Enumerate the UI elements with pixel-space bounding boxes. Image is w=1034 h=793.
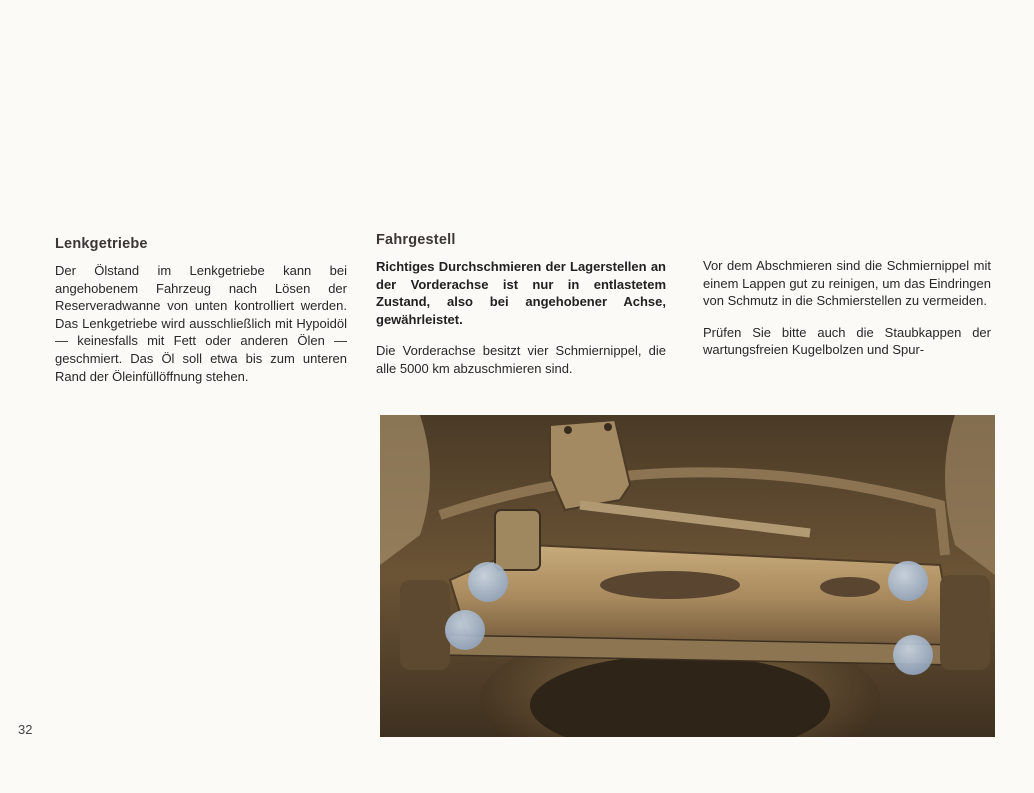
column-lenkgetriebe — [55, 230, 347, 385]
heading-fahrgestell: Fahrgestell — [376, 232, 456, 248]
column-fahrgestell — [376, 230, 666, 378]
front-axle-illustration — [380, 415, 995, 737]
paragraph-abschmieren-2: Prüfen Sie bitte auch die Staubkappen der wartungsfreien Kugelbolzen und Spur- — [703, 324, 991, 358]
grease-nipple-marker — [468, 562, 508, 602]
page-number: 32 — [18, 722, 33, 737]
grease-nipple-marker — [888, 561, 928, 601]
paragraph-abschmieren-1: Vor dem Abschmieren sind die Schmiernippel mit einem Lappen gut zu reinigen, um das Eindringen von Schmutz in die Schmierstellen zu vermeiden. — [703, 258, 991, 309]
paragraph-fahrgestell: Die Vorderachse besitzt vier Schmiernippel, die alle 5000 km abzuschmieren sind. — [376, 343, 666, 376]
column-abschmieren — [703, 230, 991, 359]
grease-nipple-marker — [893, 635, 933, 675]
front-axle-photo — [380, 415, 995, 737]
grease-nipple-marker — [445, 610, 485, 650]
paragraph-lenkgetriebe: Der Ölstand im Lenkgetriebe kann bei angehobenem Fahrzeug nach Lösen der Reserveradwanne von unten kontrolliert werden. Das Lenkgetriebe wird ausschließlich mit Hypoidöl — keinesfalls mit Fett oder anderen Ölen — geschmiert. Das Öl soll etwa bis zum unteren Rand der Öleinfüllöffnung stehen. — [55, 263, 347, 384]
paragraph-fahrgestell-bold: Richtiges Durchschmieren der Lagerstellen an der Vorderachse ist nur in entlastetem Zustand, also bei angehobener Achse, gewährleistet. — [376, 259, 666, 327]
heading-lenkgetriebe: Lenkgetriebe — [55, 236, 148, 252]
